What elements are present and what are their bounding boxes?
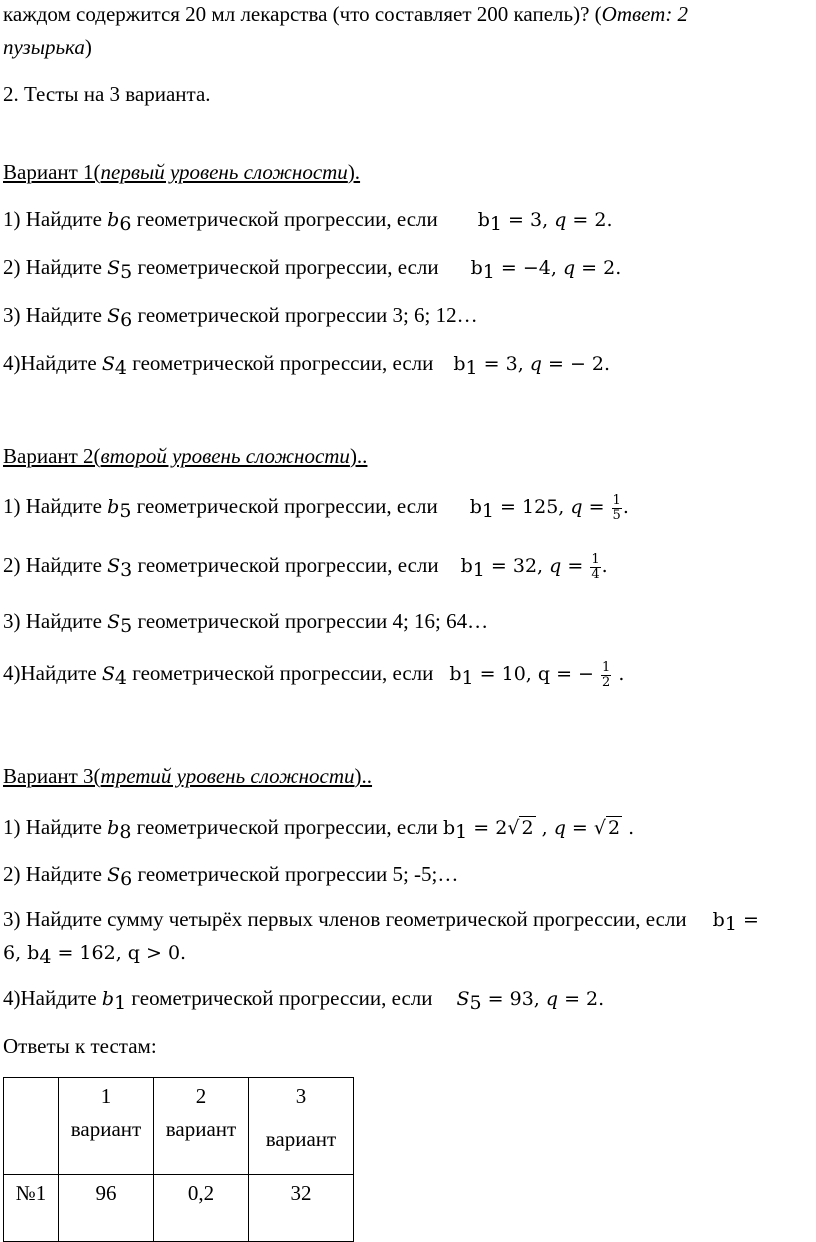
v2-task-2: 2) Найдите $S_3$ геометрической прогрессии, если $b_1 = 32$, q = $\frac{1}{4}$ . — [3, 552, 608, 582]
v3-task-1: 1) Найдите $b_8$ геометрической прогрессии, если $b_1 = 2√$ 2 , q = √ 2 . — [3, 815, 635, 843]
answers-heading: Ответы к тестам: — [3, 1034, 157, 1058]
v1-task-3: 3) Найдите $S_6$ геометрической прогрессии 3; 6; 12… — [3, 303, 478, 331]
table-cell: 0,2 — [154, 1175, 249, 1242]
variant1-heading: Вариант 1(первый уровень сложности). — [3, 160, 361, 184]
v3-task-3-line-1: 3) Найдите сумму четырёх первых членов геометрической прогрессии, если $b_1$ = — [3, 907, 759, 935]
square-root: √ 2 — [593, 817, 621, 839]
table-cell: 32 — [249, 1175, 354, 1242]
v3-task-3-line-2: 6, $b_4 = 162$, q > 0. — [3, 942, 187, 968]
v2-task-1: 1) Найдите $b_5$ геометрической прогрессии, если $b_1 = 125$, q = $\frac{1}{5}$ . — [3, 493, 629, 523]
table-header-cell — [4, 1078, 59, 1175]
v1-task-1: 1) Найдите $b_6$ геометрической прогрессии, если $b_1 = 3$, q = 2. — [3, 207, 613, 235]
intro-text: каждом содержится 20 мл лекарства (что составляет 200 капель)? ( — [3, 2, 602, 26]
v1-task-2: 2) Найдите $S_5$ геометрической прогрессии, если $b_1 = -4$, q = 2. — [3, 255, 622, 283]
table-header-cell: 3 вариант — [249, 1078, 354, 1175]
intro-answer: Ответ: 2 — [601, 2, 689, 26]
v2-task-3: 3) Найдите $S_5$ геометрической прогрессии 4; 16; 64… — [3, 609, 489, 637]
square-root: √ 2 — [507, 817, 534, 839]
intro-line-1 — [3, 2, 688, 27]
fraction: $\frac{1}{5}$ — [612, 493, 621, 523]
fraction: $\frac{1}{2}$ — [602, 660, 611, 690]
v2-task-4: 4)Найдите $S_4$ геометрической прогрессии, если $b_1 = 10$, q = − $\frac{1}{2}$ . — [3, 660, 625, 690]
v3-task-4: 4)Найдите $b_1$ геометрической прогрессии, если $S_5 = 93$, q = 2. — [3, 986, 605, 1014]
table-header-cell: 1 вариант — [59, 1078, 154, 1175]
tests-heading: 2. Тесты на 3 варианта. — [3, 82, 211, 106]
variant2-heading: Вариант 2(второй уровень сложности).. — [3, 444, 368, 468]
v1-task-4: 4)Найдите $S_4$ геометрической прогрессии, если $b_1 = 3$, q = − 2. — [3, 351, 611, 379]
intro-line-2 — [3, 35, 92, 60]
intro-answer-cont: пузырька — [3, 35, 85, 59]
table-cell: 96 — [59, 1175, 154, 1242]
variant3-heading: Вариант 3(третий уровень сложности).. — [3, 764, 373, 788]
table-row — [4, 1175, 354, 1242]
v3-task-2: 2) Найдите $S_6$ геометрической прогрессии 5; -5;… — [3, 862, 459, 890]
table-cell: №1 — [4, 1175, 59, 1242]
fraction: $\frac{1}{4}$ — [591, 552, 600, 582]
table-header-row — [4, 1078, 354, 1175]
answers-table — [3, 1077, 354, 1242]
table-header-cell: 2 вариант — [154, 1078, 249, 1175]
intro-end: ) — [84, 35, 92, 59]
